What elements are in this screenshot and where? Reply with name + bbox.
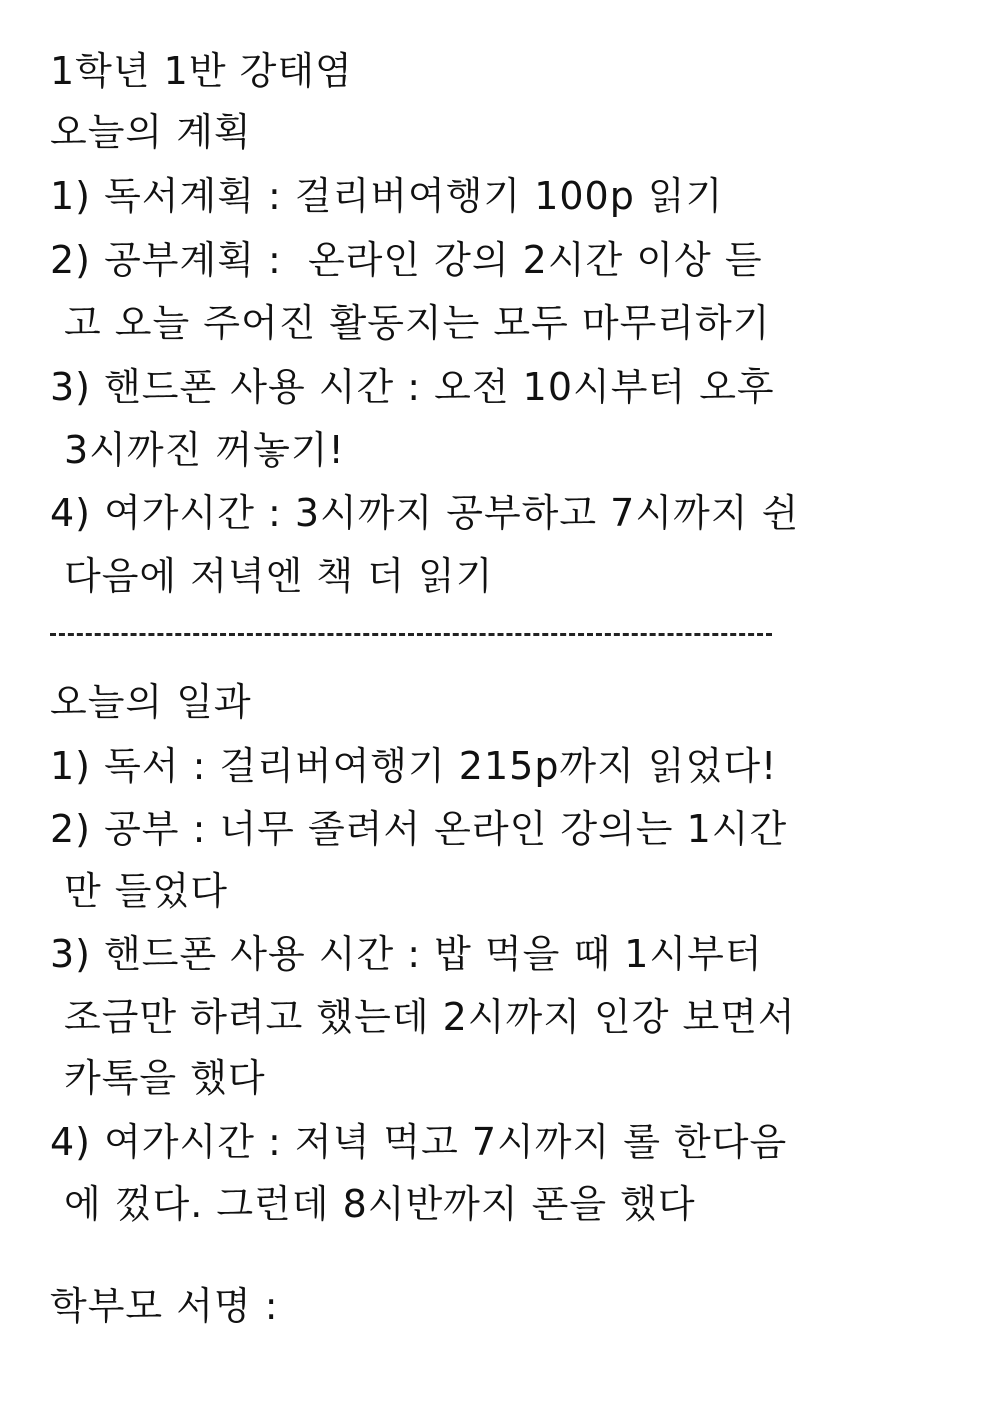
plan-item-4: 4) 여가시간 : 3시까지 공부하고 7시까지 쉰	[50, 491, 800, 535]
plan-item-3-cont: 3시까진 꺼놓기!	[64, 428, 345, 472]
plan-item-3: 3) 핸드폰 사용 시간 : 오전 10시부터 오후	[50, 365, 775, 409]
result-title: 오늘의 일과	[50, 680, 252, 724]
result-item-4-cont: 에 껐다. 그런데 8시반까지 폰을 했다	[64, 1182, 696, 1226]
plan-item-4-cont: 다음에 저녁엔 책 더 읽기	[64, 554, 494, 598]
plan-item-2-cont: 고 오늘 주어진 활동지는 모두 마무리하기	[64, 301, 771, 345]
result-item-3-cont: 조금만 하려고 했는데 2시까지 인강 보면서	[64, 995, 796, 1039]
result-item-1: 1) 독서 : 걸리버여행기 215p까지 읽었다!	[50, 744, 778, 788]
result-item-3: 3) 핸드폰 사용 시간 : 밥 먹을 때 1시부터	[50, 932, 763, 976]
plan-item-2: 2) 공부계획 : 온라인 강의 2시간 이상 듣	[50, 238, 763, 282]
result-item-3-cont2: 카톡을 했다	[64, 1056, 266, 1100]
header-name: 1학년 1반 강태염	[50, 49, 353, 93]
result-item-2: 2) 공부 : 너무 졸려서 온라인 강의는 1시간	[50, 807, 788, 851]
plan-item-1: 1) 독서계획 : 걸리버여행기 100p 읽기	[50, 174, 724, 218]
parent-signature-label: 학부모 서명 :	[50, 1284, 279, 1328]
result-item-4: 4) 여가시간 : 저녁 먹고 7시까지 롤 한다음	[50, 1120, 788, 1164]
result-item-2-cont: 만 들었다	[64, 869, 228, 913]
plan-title: 오늘의 계획	[50, 110, 252, 154]
section-divider	[50, 633, 772, 636]
